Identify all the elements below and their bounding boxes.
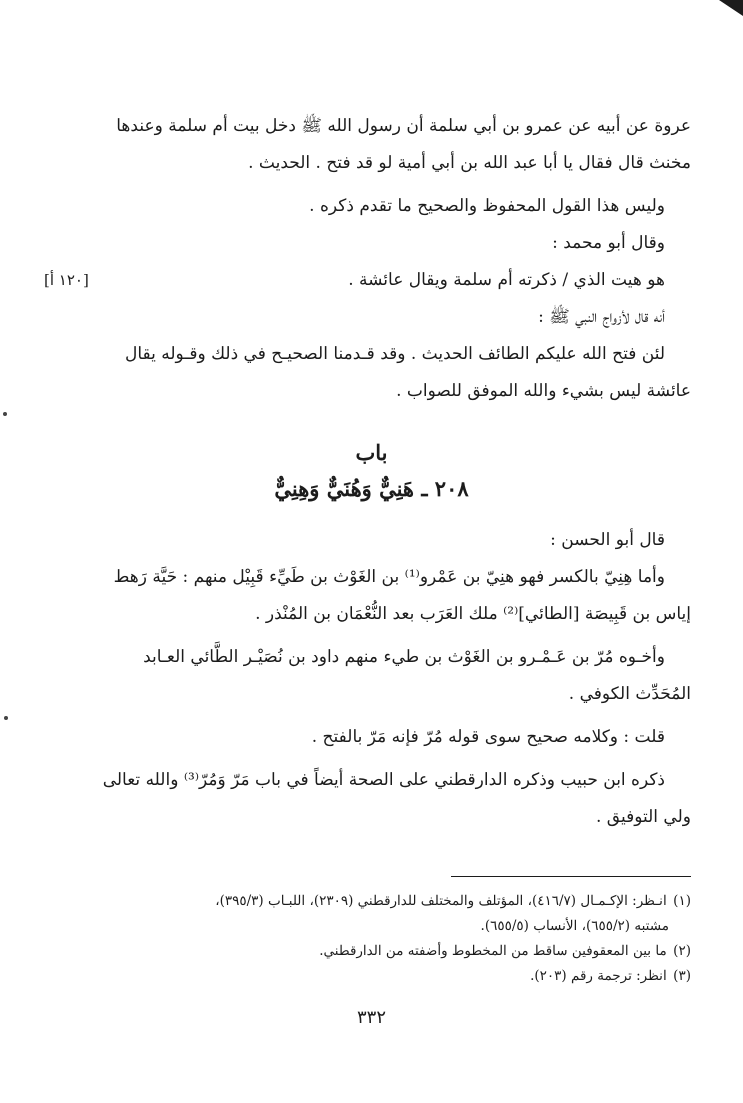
paragraph-line: ذكره ابن حبيب وذكره الدارقطني على الصحة أيضاً في باب مَرّ وَمُرّ⁽³⁾ والله تعالى bbox=[102, 770, 665, 790]
paragraph-line: مخنث قال فقال يا أبا عبد الله بن أبي أمية لو قد فتح . الحديث . bbox=[248, 153, 691, 173]
paragraph-line: وأخـوه مُرّ بن عَـمْـرو بن الغَوْث بن طيء منهم داود بن نُصَيْـر الطَّائي العـابد bbox=[143, 647, 665, 667]
paragraph-line: لئن فتح الله عليكم الطائف الحديث . وقد قـدمنا الصحيـح في ذلك وقـوله يقال bbox=[125, 344, 665, 364]
footnote-number: (٣) bbox=[673, 968, 691, 984]
manuscript-folio-note: [١٢٠ أ] bbox=[44, 271, 89, 289]
paragraph: أنه قال لأزواج النبي ﷺ : bbox=[538, 307, 665, 327]
footnote-text: انظر: ترجمة رقم (٢٠٣). bbox=[530, 968, 667, 984]
footnote-continuation: مشتبه (٦٥٥/٢)، الأنساب (٦٥٥/٥). bbox=[480, 918, 669, 934]
paragraph: وليس هذا القول المحفوظ والصحيح ما تقدم ذكره . bbox=[309, 196, 665, 216]
page-corner-mark bbox=[719, 0, 743, 16]
chapter-title: ٢٠٨ ـ هَنِيٌّ وَهُنَيٌّ وَهِنِيٌّ bbox=[274, 476, 469, 501]
chapter-label: باب bbox=[355, 440, 388, 465]
paragraph-line: وأما هِنِيّ بالكسر فهو هنِيّ بن عَمْرو⁽¹⁾ بن الغَوْث بن طَيِّء قَبِيْل منهم : حَيَّة رَهط bbox=[113, 567, 665, 587]
footnote bbox=[52, 964, 691, 989]
paragraph-line: عائشة ليس بشيء والله الموفق للصواب . bbox=[396, 381, 691, 401]
scan-dot bbox=[3, 412, 7, 416]
footnote-number: (١) bbox=[673, 893, 691, 909]
paragraph: هو هيت الذي / ذكرته أم سلمة ويقال عائشة . bbox=[348, 270, 665, 290]
paragraph-line: المُحَدِّث الكوفي . bbox=[568, 684, 691, 704]
paragraph-line: ولي التوفيق . bbox=[595, 807, 691, 827]
paragraph: قلت : وكلامه صحيح سوى قوله مُرّ فإنه مَرّ بالفتح . bbox=[311, 727, 665, 747]
footnote-text: ما بين المعقوفين ساقط من المخطوط وأضفته من الدارقطني. bbox=[319, 943, 667, 959]
page-number: ٣٣٢ bbox=[356, 1007, 386, 1028]
paragraph-line: إياس بن قَبِيصَة [الطائي]⁽²⁾ ملك العَرَب بعد النُّعْمَان بن المُنْذر . bbox=[255, 604, 691, 624]
footnote bbox=[52, 939, 691, 964]
scan-dot bbox=[4, 716, 8, 720]
paragraph: قال أبو الحسن : bbox=[550, 530, 665, 550]
footnote-text: انـظر: الإكـمـال (٤١٦/٧)، المؤتلف والمختلف للدارقطني (٢٣٠٩)، اللبـاب (٣٩٥/٣)، bbox=[215, 893, 667, 909]
paragraph: وقال أبو محمد : bbox=[552, 233, 665, 253]
footnote bbox=[52, 889, 691, 914]
footnote-separator bbox=[451, 876, 691, 877]
book-page bbox=[44, 108, 691, 1046]
paragraph-line: عروة عن أبيه عن عمرو بن أبي سلمة أن رسول الله ﷺ دخل بيت أم سلمة وعندها bbox=[116, 116, 691, 136]
footnote-number: (٢) bbox=[673, 943, 691, 959]
paragraph-with-margin-note bbox=[44, 262, 691, 299]
